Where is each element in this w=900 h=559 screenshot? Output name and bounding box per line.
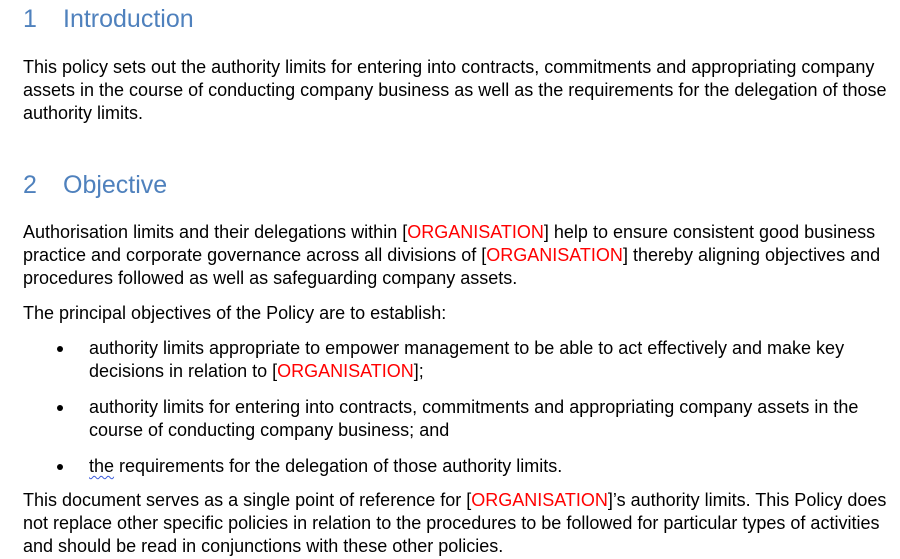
section-number: 1	[23, 5, 37, 33]
intro-paragraph: This policy sets out the authority limits for entering into contracts, commitments and appropriating company assets in the course of conducting company business as well as the requirements for the delegation of those authority limits.	[23, 57, 887, 123]
list-item	[23, 337, 888, 383]
text-run: ] thereby aligning objectives and procedures followed as well as safeguarding company assets.	[23, 245, 881, 288]
section-number: 2	[23, 171, 37, 199]
text-run: requirements for the delegation of those authority limits.	[114, 456, 563, 476]
placeholder-organisation: ORGANISATION	[277, 361, 414, 381]
text-run: authority limits appropriate to empower management to be able to act effectively and make key decisions in relation to [	[89, 338, 845, 381]
text-run: ];	[413, 361, 424, 381]
placeholder-organisation: ORGANISATION	[407, 222, 544, 242]
section-title: Introduction	[63, 5, 194, 33]
text-run: Authorisation limits and their delegations within [	[23, 222, 408, 242]
text-run: This document serves as a single point of reference for [	[23, 490, 472, 510]
heading-objective	[23, 170, 167, 200]
objective-paragraph-2: The principal objectives of the Policy are to establish:	[23, 303, 447, 323]
list-item: authority limits for entering into contracts, commitments and appropriating company assets in the course of conducting company business; and	[23, 396, 888, 442]
placeholder-organisation: ORGANISATION	[471, 490, 608, 510]
objective-paragraph-3	[23, 489, 888, 558]
section-title: Objective	[63, 171, 168, 199]
text-run: ]’s authority limits. This Policy does not replace other specific policies in relation to the procedures to be followed for particular types of activities and should be read in conjunctions with these other policies.	[23, 490, 887, 556]
heading-introduction	[23, 4, 194, 34]
objective-paragraph-1	[23, 221, 888, 290]
text-run: ] help to ensure consistent good business practice and corporate governance across all divisions of [	[23, 222, 876, 265]
list-item	[23, 455, 888, 478]
placeholder-organisation: ORGANISATION	[486, 245, 623, 265]
objectives-list	[23, 337, 888, 491]
spellcheck-flagged-word[interactable]: the	[89, 456, 115, 476]
